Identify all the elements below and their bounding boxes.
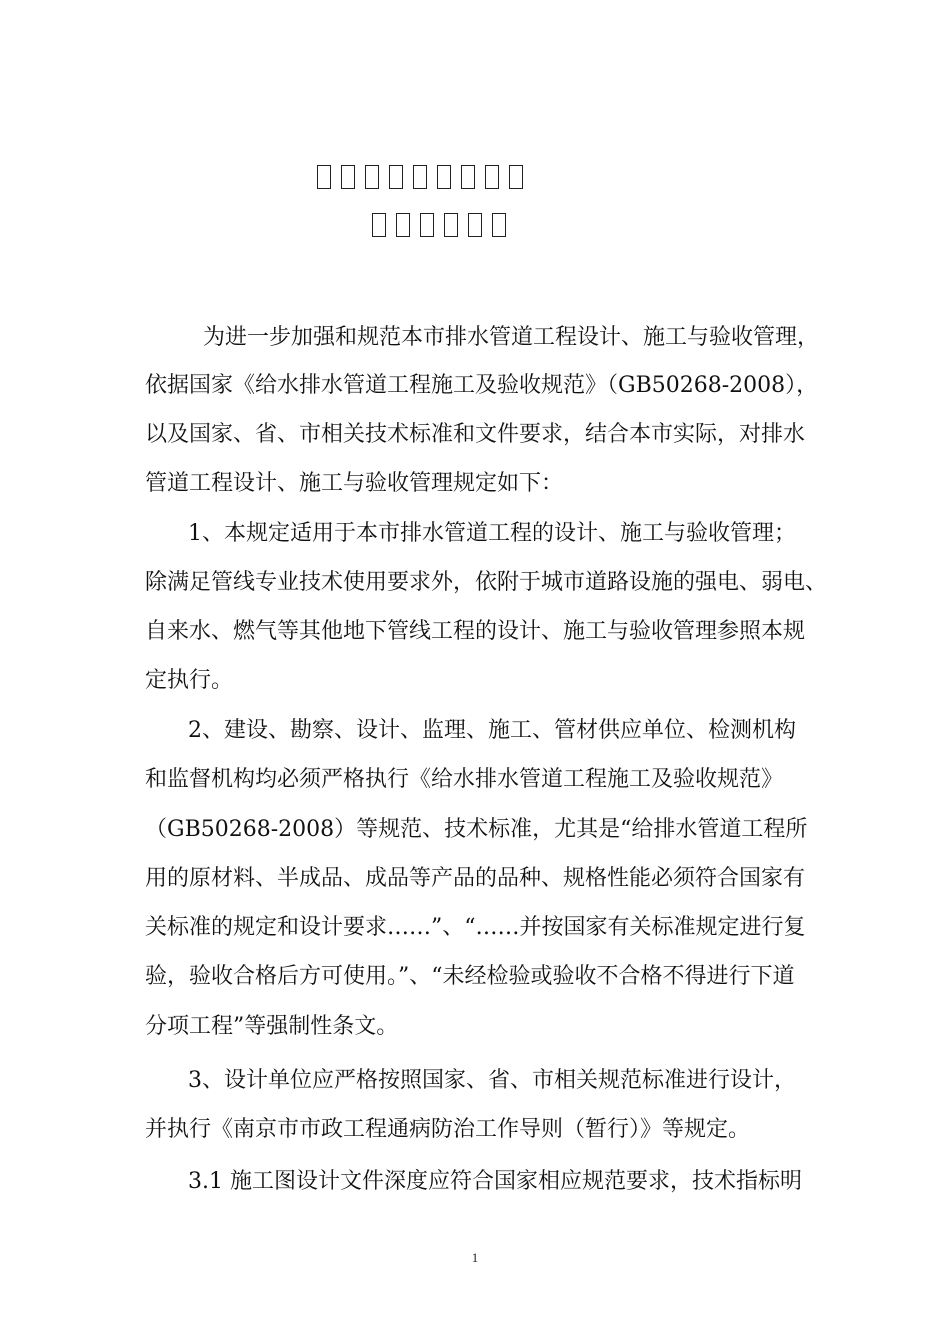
missing-glyph-box bbox=[509, 165, 523, 189]
paragraph-line: 和监督机构均必须严格执行《给水排水管道工程施工及验收规范》 bbox=[145, 767, 784, 792]
page-number: 1 bbox=[471, 1250, 479, 1265]
paragraph-line: 依据国家《给水排水管道工程施工及验收规范》（GB50268-2008）， bbox=[145, 373, 819, 398]
document-title-line-2 bbox=[372, 206, 950, 239]
paragraph-line: 除满足管线专业技术使用要求外，依附于城市道路设施的强电、弱电、 bbox=[145, 570, 828, 595]
paragraph-line: 管道工程设计、施工与验收管理规定如下： bbox=[145, 471, 564, 496]
missing-glyph-box bbox=[341, 165, 355, 189]
missing-glyph-box bbox=[420, 213, 434, 237]
paragraph-line: 验，验收合格后方可使用。”、“未经检验或验收不合格不得进行下道 bbox=[145, 964, 795, 989]
paragraph-line: 1、本规定适用于本市排水管道工程的设计、施工与验收管理； bbox=[188, 521, 796, 546]
paragraph-line: 定执行。 bbox=[145, 668, 234, 693]
paragraph-line: 用的原材料、半成品、成品等产品的品种、规格性能必须符合国家有 bbox=[145, 866, 806, 891]
missing-glyph-box bbox=[413, 165, 427, 189]
missing-glyph-box bbox=[365, 165, 379, 189]
paragraph-line: 2、建设、勘察、设计、监理、施工、管材供应单位、检测机构 bbox=[188, 718, 796, 743]
missing-glyph-box bbox=[317, 165, 331, 189]
missing-glyph-box bbox=[372, 213, 386, 237]
missing-glyph-box bbox=[468, 213, 482, 237]
missing-glyph-box bbox=[461, 165, 475, 189]
paragraph-line: 为进一步加强和规范本市排水管道工程设计、施工与验收管理， bbox=[203, 325, 820, 350]
missing-glyph-box bbox=[485, 165, 499, 189]
missing-glyph-box bbox=[444, 213, 458, 237]
missing-glyph-box bbox=[492, 213, 506, 237]
paragraph-line: 3.1 施工图设计文件深度应符合国家相应规范要求，技术指标明 bbox=[188, 1169, 802, 1194]
paragraph-line: 关标准的规定和设计要求……”、“……并按国家有关标准规定进行复 bbox=[145, 915, 806, 940]
paragraph-line: 3、设计单位应严格按照国家、省、市相关规范标准进行设计， bbox=[188, 1068, 796, 1093]
missing-glyph-box bbox=[389, 165, 403, 189]
paragraph-line: 分项工程”等强制性条文。 bbox=[145, 1014, 399, 1039]
document-title-line-1 bbox=[317, 158, 950, 191]
paragraph-line: 自来水、燃气等其他地下管线工程的设计、施工与验收管理参照本规 bbox=[145, 619, 806, 644]
missing-glyph-box bbox=[396, 213, 410, 237]
paragraph-line: 以及国家、省、市相关技术标准和文件要求，结合本市实际，对排水 bbox=[145, 422, 806, 447]
paragraph-line: （GB50268-2008）等规范、技术标准，尤其是“给排水管道工程所 bbox=[145, 817, 808, 842]
paragraph-line: 并执行《南京市市政工程通病防治工作导则（暂行）》等规定。 bbox=[145, 1117, 751, 1142]
missing-glyph-box bbox=[437, 165, 451, 189]
